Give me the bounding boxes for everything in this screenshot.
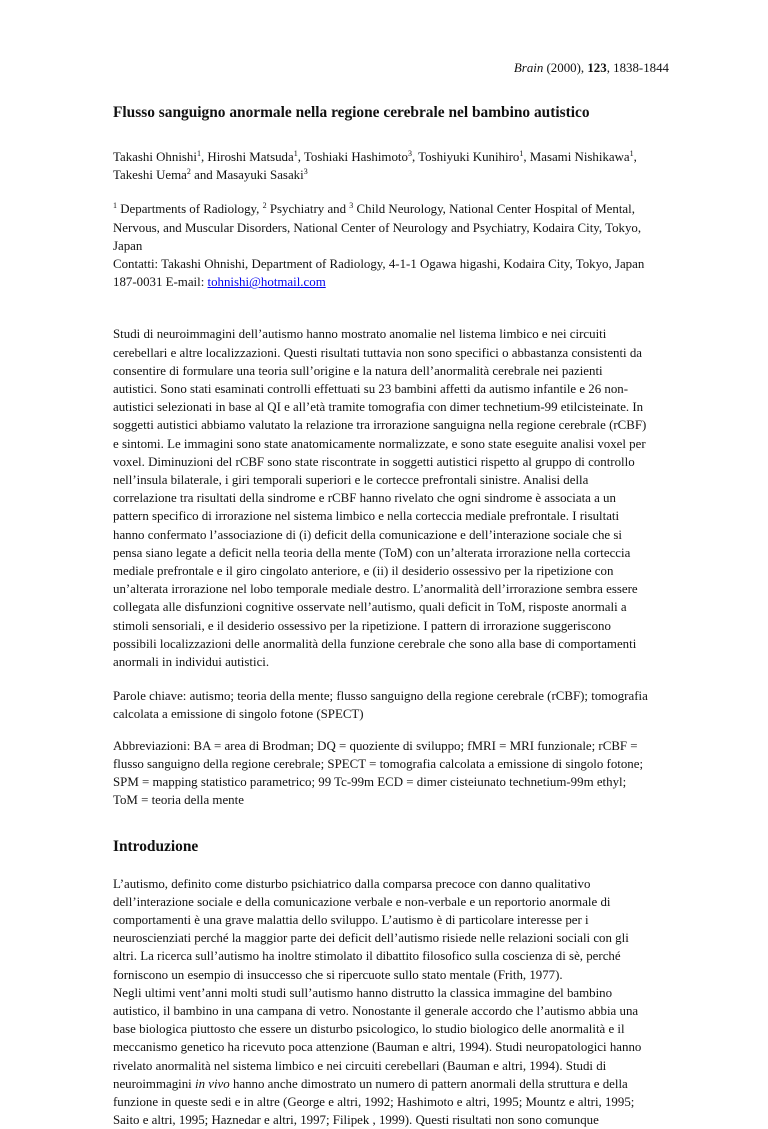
contact-email-line: 187-0031 E-mail: tohnishi@hotmail.com: [113, 273, 673, 291]
journal-name: Brain: [514, 61, 543, 75]
abbreviations-line: ToM = teoria della mente: [113, 791, 673, 809]
intro-line: comportamenti è una grave malattia dello sviluppo. L’autismo è di particolare interesse per i: [113, 911, 673, 929]
author: Masayuki Sasaki$^3$: [216, 168, 308, 182]
italic-term: in vivo: [195, 1077, 230, 1091]
intro-line: funzione in queste sedi e in altre (George e altri, 1992; Hashimoto e altri, 1995; Mountz e altri, 1995;: [113, 1093, 673, 1111]
journal-citation: [113, 59, 669, 77]
abbreviations: [113, 737, 673, 810]
article-title: Flusso sanguigno anormale nella regione cerebrale nel bambino autistico: [113, 103, 673, 123]
document-page: [113, 0, 673, 1129]
abstract-line: autistici selezionati in base al QI e all’età tramite tomografia con dimer technetium-99 etilcisteinate. In: [113, 398, 673, 416]
abbreviations-line: flusso sanguigno della regione cerebrale; SPECT = tomografia calcolata a emissione di singolo fotone;: [113, 755, 673, 773]
abstract-line: nell’insula bilaterale, i giri temporali superiori e le cortecce prefrontali sinistre. Analisi della: [113, 471, 673, 489]
abstract-line: cerebellari e altre localizzazioni. Questi risultati tuttavia non sono specifici o abbastanza consistenti da: [113, 344, 673, 362]
abstract-line: pensa siano legate a deficit nella teoria della mente (ToM) con un’alterata irrorazione nella corteccia: [113, 544, 673, 562]
keywords: [113, 687, 673, 723]
intro-line: neuroimmagini in vivo hanno anche dimostrato un numero di pattern anormali della struttura e della: [113, 1075, 673, 1093]
abstract-line: mediale prefrontale e il giro cingolato anteriore, e (ii) il desiderio ossessivo per la ripetizione con: [113, 562, 673, 580]
abstract-line: anormali in individui autistici.: [113, 653, 673, 671]
abstract-line: e sintomi. Le immagini sono state anatomicamente normalizzate, e sono state eseguite analisi voxel per: [113, 435, 673, 453]
abstract-line: correlazione tra risultati della sindrome e rCBF hanno rivelato che ogni sindrome è associata a un: [113, 489, 673, 507]
abstract-line: soggetti autistici abbiamo valutato la relazione tra irrorazione sanguigna nella regione cerebrale (rCBF): [113, 416, 673, 434]
intro-line: forniscono un esempio di insuccesso che si ripercuote sullo stato mentale (Frith, 1977).: [113, 966, 673, 984]
affiliations: [113, 200, 673, 291]
journal-volume: 123: [587, 61, 606, 75]
keywords-line: Parole chiave: autismo; teoria della mente; flusso sanguigno della regione cerebrale (rCBF); tomografia: [113, 687, 673, 705]
abstract-line: consentire di formulare una teoria sull’origine e la natura dell’anormalità cerebrale nei pazienti: [113, 362, 673, 380]
introduction-text: [113, 875, 673, 1129]
contact-line: Contatti: Takashi Ohnishi, Department of Radiology, 4-1-1 Ogawa higashi, Kodaira City, Tokyo, Japan: [113, 255, 673, 273]
intro-line: rivelato anormalità nel sistema limbico e nei circuiti cerebellari (Bauman e altri, 1994). Studi di: [113, 1057, 673, 1075]
email-link[interactable]: tohnishi@hotmail.com: [208, 275, 326, 289]
journal-pages: , 1838-1844: [607, 61, 669, 75]
keywords-line: calcolata a emissione di singolo fotone (SPECT): [113, 705, 673, 723]
intro-line: Negli ultimi vent’anni molti studi sull’autismo hanno distrutto la classica immagine del bambino: [113, 984, 673, 1002]
abstract-line: Studi di neuroimmagini dell’autismo hanno mostrato anomalie nel listema limbico e nei circuiti: [113, 325, 673, 343]
abbreviations-line: Abbreviazioni: BA = area di Brodman; DQ = quoziente di sviluppo; fMRI = MRI funzionale; rCBF =: [113, 737, 673, 755]
intro-line: meccanismo genetico ha ricevuto poca attenzione (Bauman e altri, 1994). Studi neuropatologici hanno: [113, 1038, 673, 1056]
affiliation-line: Nervous, and Muscular Disorders, National Center of Neurology and Psychiatry, Kodaira City, Tokyo,: [113, 219, 673, 237]
abstract-line: possibili localizzazioni delle anormalità della funzione cerebrale che sono alla base di comportamenti: [113, 635, 673, 653]
abbreviations-line: SPM = mapping statistico parametrico; 99 Tc-99m ECD = dimer cisteiunato technetium-99m ethyl;: [113, 773, 673, 791]
abstract-line: collegata alle disfunzioni cognitive osservate nell’autismo, quali deficit in ToM, risposte anormali a: [113, 598, 673, 616]
abstract: [113, 325, 673, 671]
abstract-line: un’alterata irrorazione nel lobo temporale mediale destro. L’anormalità dell’irrorazione sembra essere: [113, 580, 673, 598]
author: Toshiaki Hashimoto$^3$,: [304, 150, 418, 164]
affiliation-line: $^1$ Departments of Radiology, $^2$ Psychiatry and $^3$ Child Neurology, National Center Hospital of Mental,: [113, 200, 673, 218]
intro-line: L’autismo, definito come disturbo psichiatrico dalla comparsa precoce con danno qualitativo: [113, 875, 673, 893]
abstract-line: voxel. Diminuzioni del rCBF sono state riscontrate in soggetti autistici rispetto al gruppo di controllo: [113, 453, 673, 471]
affiliation-line: Japan: [113, 237, 673, 255]
intro-line: neuroscienziati perché la maggior parte dei deficit dell’autismo risiede nelle relazioni sociali con gli: [113, 929, 673, 947]
author: Takeshi Uema$^2$ and: [113, 168, 216, 182]
section-heading-introduzione: Introduzione: [113, 837, 673, 857]
abstract-line: stimoli sensoriali, e il desiderio ossessivo per la ripetizione. I pattern di irrorazione suggeriscono: [113, 617, 673, 635]
intro-line: altri. La ricerca sull’autismo ha inoltre stimolato il dibattito filosofico sulla coscienza di sè, perché: [113, 947, 673, 965]
author: Masami Nishikawa$^1$,: [530, 150, 637, 164]
intro-line: Saito e altri, 1995; Haznedar e altri, 1997; Filipek , 1999). Questi risultati non sono comunque: [113, 1111, 673, 1129]
abstract-line: hanno confermato l’associazione di (i) deficit della comunicazione e dell’interazione sociale che si: [113, 526, 673, 544]
intro-line: base biologica piuttosto che essere un disturbo psicologico, lo studio biologico delle anormalità e il: [113, 1020, 673, 1038]
intro-line: dell’interazione sociale e della comunicazione verbale e non-verbale e un reportorio anormale di: [113, 893, 673, 911]
author: Toshiyuki Kunihiro$^1$,: [418, 150, 530, 164]
author: Hiroshi Matsuda$^1$,: [207, 150, 304, 164]
author-list: [113, 148, 673, 184]
abstract-line: pattern specifico di irrorazione nel sistema limbico e nella corteccia mediale prefrontale. I risultati: [113, 507, 673, 525]
abstract-line: autistici. Sono stati esaminati controlli effettuati su 23 bambini affetti da autismo infantile e 26 non-: [113, 380, 673, 398]
journal-year: (2000),: [543, 61, 587, 75]
author: Takashi Ohnishi$^1$,: [113, 150, 207, 164]
intro-line: autistico, il bambino in una campana di vetro. Nonostante il generale accordo che l’autismo abbia una: [113, 1002, 673, 1020]
